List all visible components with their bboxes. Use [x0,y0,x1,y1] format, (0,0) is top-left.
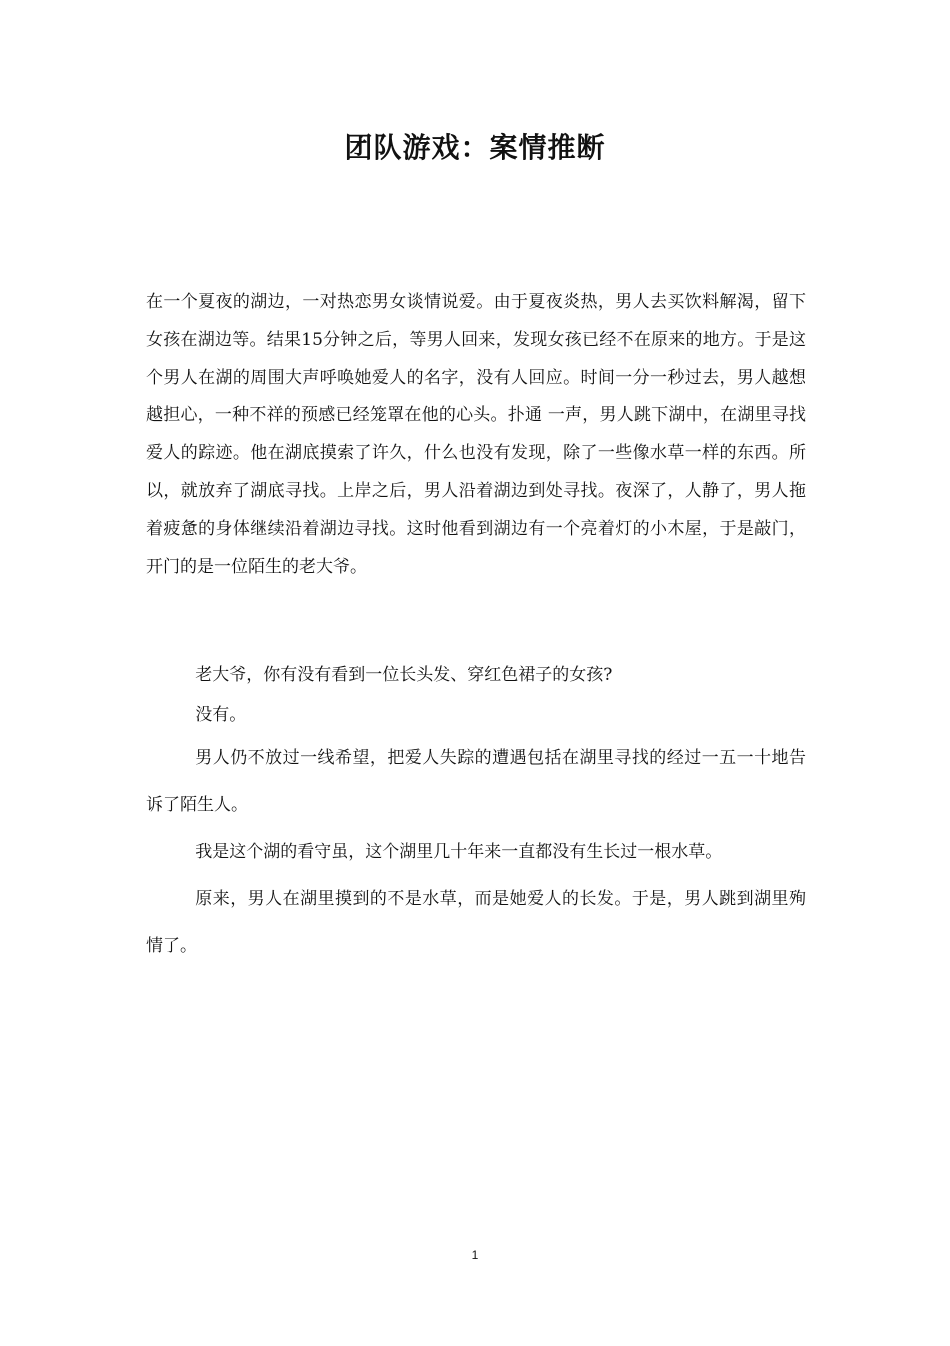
dialogue-section [146,655,806,970]
dialogue-line-question: 老大爷，你有没有看到一位长头发、穿红色裙子的女孩? [195,665,613,685]
intro-paragraph: 在一个夏夜的湖边，一对热恋男女谈情说爱。由于夏夜炎热，男人去买饮料解渴，留下女孩在湖边等。结果15分钟之后，等男人回来，发现女孩已经不在原来的地方。于是这个男人在湖的周围大声呼唤她爱人的名字，没有人回应。时间一分一秒过去，男人越想越担心，一种不祥的预感已经笼罩在他的心头。扑通 一声，男人跳下湖中，在湖里寻找爱人的踪迹。他在湖底摸索了许久，什么也没有发现，除了一些像水草一样的东西。所以，就放弃了湖底寻找。上岸之后，男人沿着湖边到处寻找。夜深了，人静了，男人拖着疲惫的身体继续沿着湖边寻找。这时他看到湖边有一个亮着灯的小木屋，于是敲门，开门的是一位陌生的老大爷。 [146,292,806,577]
dialogue-line-answer: 没有。 [195,705,247,725]
page-number: 1 [471,1248,479,1262]
dialogue-line-keeper: 我是这个湖的看守虽，这个湖里几十年来一直都没有生长过一根水草。 [195,842,723,862]
document-title: 团队游戏：案情推断 [344,131,606,164]
dialogue-line-narration: 男人仍不放过一线希望，把爱人失踪的遭遇包括在湖里寻找的经过一五一十地告诉了陌生人。 [146,748,806,815]
dialogue-line-conclusion: 原来，男人在湖里摸到的不是水草，而是她爱人的长发。于是，男人跳到湖里殉情了。 [146,889,806,956]
